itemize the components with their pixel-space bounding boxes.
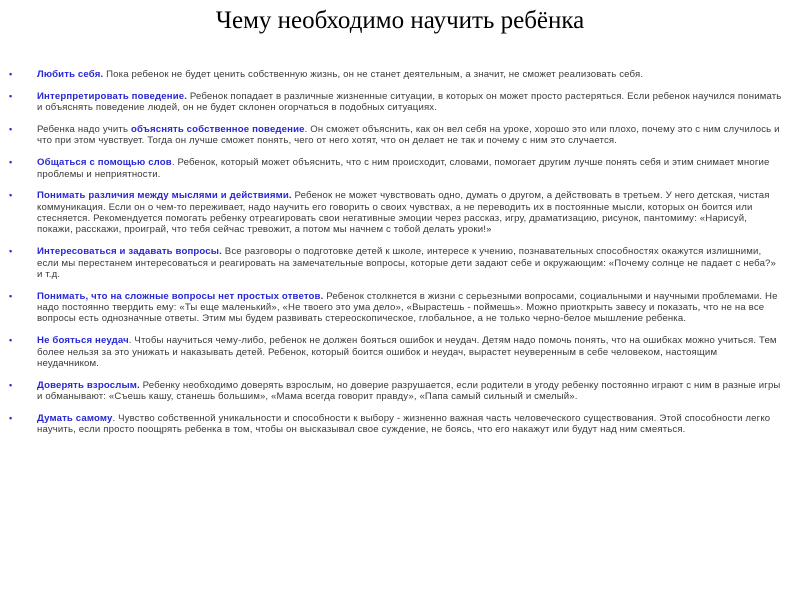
list-item-love-yourself bbox=[0, 69, 800, 80]
slide-title: Чему необходимо научить ребёнка bbox=[215, 7, 585, 34]
item-text: . Чтобы научиться чему-либо, ребенок не должен бояться ошибок и неудач. Детям надо помочь понять, что на ошибках можно учиться. Тем более нельзя за это унижать и наказывать детей. Ребенок, который боится ошибок и неудач, вырастет неуверенным в себе человеком, настоящим неудачником. bbox=[37, 335, 777, 369]
item-highlight: Любить себя. bbox=[37, 69, 104, 80]
item-highlight: Доверять взрослым. bbox=[37, 379, 140, 391]
bullet-icon: • bbox=[9, 157, 13, 168]
bullet-icon: • bbox=[9, 412, 13, 423]
item-text: Ребенок не может чувствовать одно, думать о другом, а действовать в третьем. У него детская, чистая коммуникация. Если он о чем-то переживает, надо научить его говорить о своих чувствах, а не переводить их в постоянные мысли, которых он боится или стесняется. Рекомендуется помогать ребенку отреагировать свои негативные эмоции через рассказ, игру, драматизацию, рисунок, пантомиму: «Нарисуй, покажи, расскажи, проиграй, что тебя сейчас тревожит, а потом мы начнем с тобой делать уроки!» bbox=[37, 190, 770, 236]
item-highlight: Понимать различия между мыслями и действиями. bbox=[37, 190, 292, 202]
item-text: . Ребенок, который может объяснить, что с ним происходит, словами, помогает другим лучше понять себя и этим снимает многие проблемы и неприятности. bbox=[37, 157, 770, 180]
list-item-trust-adults bbox=[0, 380, 800, 403]
bullet-icon: • bbox=[9, 246, 13, 257]
list-item-communicate-with-words bbox=[0, 157, 800, 180]
item-highlight: Не бояться неудач bbox=[37, 335, 129, 347]
list-item-no-simple-answers bbox=[0, 291, 800, 325]
bullet-icon: • bbox=[9, 290, 13, 301]
item-text: . Чувство собственной уникальности и способности к выбору - жизненно важная часть человеческого существования. Этой способности легко научить, если просто поощрять ребенка в том, чтобы он высказывал свое суждение, не боясь, что его накажут или будут над ним смеяться. bbox=[37, 412, 771, 436]
item-text: Ребенок попадает в различные жизненные ситуации, в которых он может просто растеряться. Если ребенок научился понимать и объяснять поведение людей, он не будет склонен огорчаться в подобных ситуациях. bbox=[37, 90, 782, 114]
item-highlight: Интерпретировать поведение. bbox=[37, 90, 188, 102]
item-highlight: Думать самому bbox=[37, 412, 113, 424]
item-highlight: Интересоваться и задавать вопросы. bbox=[37, 246, 222, 258]
bullet-icon: • bbox=[9, 190, 13, 201]
item-text: Ребенку необходимо доверять взрослым, но доверие разрушается, если родители в угоду ребенку постоянно играют с ним в разные игры и обманывают: «Съешь кашу, станешь большим», «Мама всегда говорит правду», «Папа самый сильный и смелый». bbox=[37, 379, 781, 402]
list-item-interpret-behavior bbox=[0, 91, 800, 114]
item-text: Ребенок столкнется в жизни с серьезными вопросами, социальными и научными проблемами. Не надо постоянно твердить ему: «Ты еще маленький», «Не твоего это ума дело», «Вырастешь - поймешь». Можно приоткрыть завесу и показать, что не на все вопросы есть однозначные ответы. Этим мы будем развивать стереоскопическое, глобальное, а не только черно-белое мышление ребенка. bbox=[37, 290, 778, 325]
bullet-icon: • bbox=[9, 379, 13, 390]
list-item-thoughts-vs-actions bbox=[0, 190, 800, 235]
item-highlight: Понимать, что на сложные вопросы нет простых ответов. bbox=[37, 290, 324, 302]
list-item-explain-own-behavior bbox=[0, 124, 800, 147]
item-text: Пока ребенок не будет ценить собственную жизнь, он не станет деятельным, а значит, не сможет реализовать себя. bbox=[103, 69, 644, 80]
bullet-icon: • bbox=[9, 90, 13, 101]
item-text: . Он сможет объяснить, как он вел себя на уроке, хорошо это или плохо, почему это с ним случилось и что при этом чувствует. Тогда он лучше сможет понять, чего от него хотят, что он делает не так и почему с ним это случается. bbox=[37, 124, 780, 147]
bullet-icon: • bbox=[9, 69, 13, 79]
list-item-ask-questions bbox=[0, 246, 800, 280]
list-item-not-fear-failure bbox=[0, 335, 800, 369]
skills-list bbox=[0, 69, 800, 446]
bullet-icon: • bbox=[9, 124, 13, 135]
bullet-icon: • bbox=[9, 335, 13, 346]
item-highlight: Общаться с помощью слов bbox=[37, 157, 172, 169]
item-prefix: Ребенка надо учить bbox=[37, 124, 131, 136]
list-item-think-independently bbox=[0, 413, 800, 436]
item-highlight: объяснять собственное поведение bbox=[130, 124, 305, 136]
item-text: Все разговоры о подготовке детей к школе, интересе к учению, познавательных способностях окажутся излишними, если мы перестанем интересоваться и реагировать на замечательные вопросы, которые дети задают себе и окружающим: «Почему солнце не падает с неба?» и т.д. bbox=[37, 246, 777, 280]
